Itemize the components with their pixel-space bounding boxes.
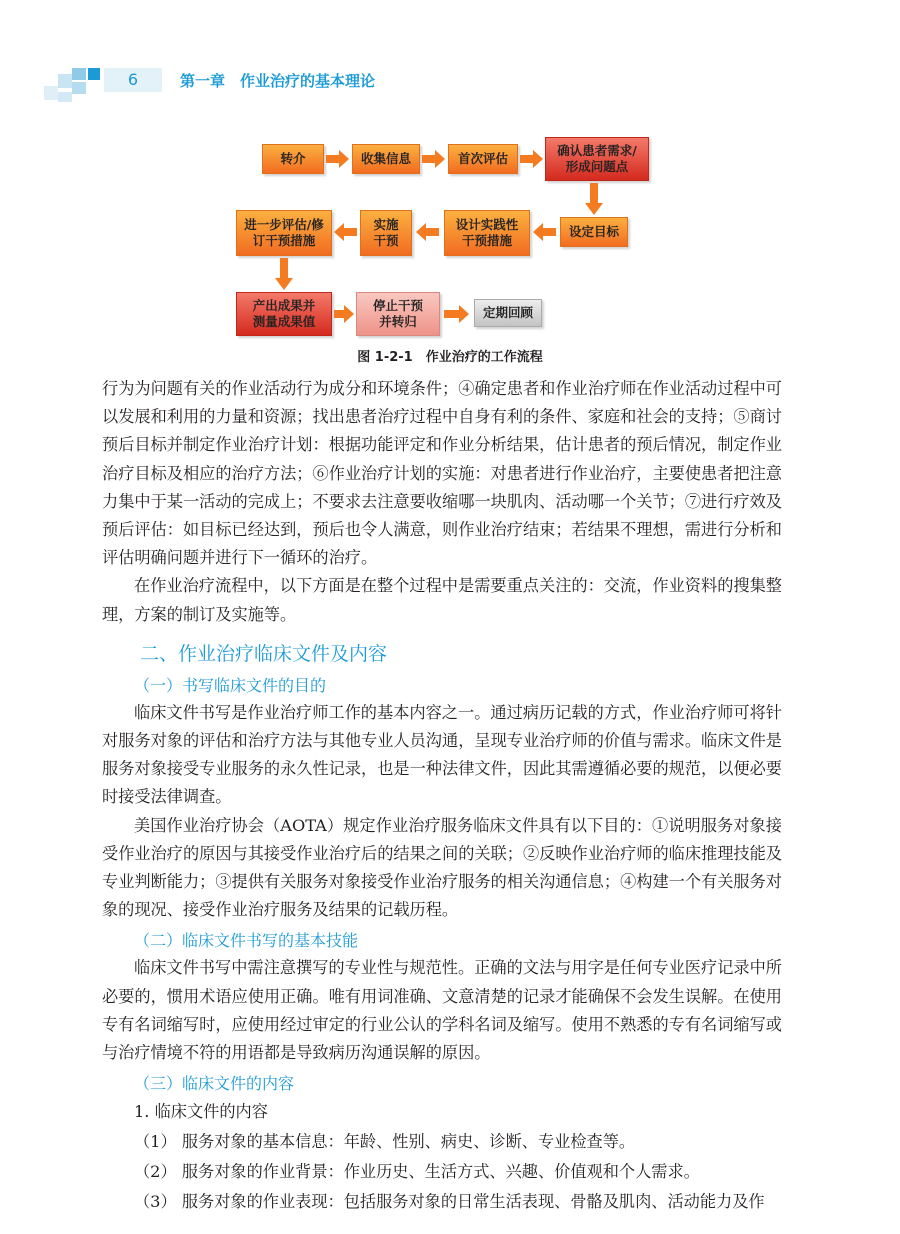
flow-box-further-eval: 进一步评估/修 订干预措施 xyxy=(236,210,332,256)
paragraph-purpose: 临床文件书写是作业治疗师工作的基本内容之一。通过病历记载的方式，作业治疗师可将针对服务对象的评估和治疗方法与其他专业人员沟通，呈现专业治疗师的价值与需求。临床文件是服务对象接受专业服务的永久性记录，也是一种法律文件，因此其需遵循必要的规范，以便必要时接受法律调查。 xyxy=(102,702,782,807)
arrow-right-5 xyxy=(444,305,470,323)
section-heading: 二、作业治疗临床文件及内容 xyxy=(140,642,388,665)
arrow-right-3 xyxy=(520,150,544,168)
flow-box-design-intervention: 设计实践性 干预措施 xyxy=(444,210,530,256)
paragraph-focus-points: 在作业治疗流程中，以下方面是在整个过程中是需要重点关注的：交流，作业资料的搜集整理，方案的制订及实施等。 xyxy=(102,576,782,624)
arrow-right-4 xyxy=(334,305,354,323)
body-text xyxy=(102,375,782,1217)
paragraph-skills: 临床文件书写中需注意撰写的专业性与规范性。正确的文法与用字是任何专业医疗记录中所必要的，惯用术语应使用正确。唯有用词准确、文意清楚的记录才能确保不会发生误解。在使用专有名词缩写时，应使用经过审定的行业公认的学科名词及缩写。使用不熟悉的专有名词缩写或与治疗情境不符的用语都是导致病历沟通误解的原因。 xyxy=(102,958,782,1063)
paragraph-continued: 行为为问题有关的作业活动行为成分和环境条件；④确定患者和作业治疗师在作业活动过程中可以发展和利用的力量和资源；找出患者治疗过程中自身有利的条件、家庭和社会的支持；⑤商讨预后目标并制定作业治疗计划：根据功能评定和作业分析结果，估计患者的预后情况，制定作业治疗目标及相应的治疗方法；⑥作业治疗计划的实施：对患者进行作业治疗，主要使患者把注意力集中于某一活动的完成上；不要求去注意要收缩哪一块肌肉、活动哪一个关节；⑦进行疗效及预后评估：如目标已经达到，预后也令人满意，则作业治疗结束；若结果不理想，需进行分析和评估明确问题并进行下一循环的治疗。 xyxy=(102,379,782,568)
chapter-title: 第一章 作业治疗的基本理论 xyxy=(180,72,376,90)
paragraph-aota: 美国作业治疗协会（AOTA）规定作业治疗服务临床文件具有以下目的：①说明服务对象接受作业治疗的原因与其接受作业治疗后的结果之间的关联；②反映作业治疗师的临床推理技能及专业判断能力；③提供有关服务对象接受作业治疗服务的相关沟通信息；④构建一个有关服务对象的现况、接受作业治疗服务及结果的记载历程。 xyxy=(102,815,782,920)
subsection-heading-3: （三）临床文件的内容 xyxy=(134,1074,295,1094)
flow-box-referral: 转介 xyxy=(262,144,324,174)
arrow-left-3 xyxy=(334,223,358,241)
figure-caption: 图 1-2-1 作业治疗的工作流程 xyxy=(357,350,543,365)
arrow-left-1 xyxy=(533,223,557,241)
flow-box-confirm-needs: 确认患者需求/ 形成问题点 xyxy=(545,137,649,181)
flow-box-periodic-review: 定期回顾 xyxy=(474,299,542,327)
flow-box-set-goals: 设定目标 xyxy=(560,217,628,247)
flow-box-collect-info: 收集信息 xyxy=(352,144,420,174)
flow-box-initial-eval: 首次评估 xyxy=(448,144,518,174)
arrow-down-2 xyxy=(275,258,293,290)
list-title: 1. 临床文件的内容 xyxy=(134,1102,268,1122)
subsection-heading-2: （二）临床文件书写的基本技能 xyxy=(134,931,359,951)
flow-box-outcomes: 产出成果并 测量成果值 xyxy=(236,292,332,336)
arrow-left-2 xyxy=(416,223,440,241)
flow-box-implement: 实施 干预 xyxy=(360,210,412,256)
arrow-right-2 xyxy=(422,150,446,168)
arrow-down-1 xyxy=(585,183,603,215)
page-number: 6 xyxy=(104,68,162,92)
list-item: （1） 服务对象的基本信息：年龄、性别、病史、诊断、专业检查等。 xyxy=(134,1132,636,1152)
list-item: （2） 服务对象的作业背景：作业历史、生活方式、兴趣、价值观和个人需求。 xyxy=(134,1162,700,1182)
subsection-heading-1: （一）书写临床文件的目的 xyxy=(134,675,327,695)
arrow-right-1 xyxy=(326,150,350,168)
list-item: （3） 服务对象的作业表现：包括服务对象的日常生活表现、骨骼及肌肉、活动能力及作 xyxy=(134,1192,765,1212)
flow-box-stop-intervention: 停止干预 并转归 xyxy=(356,292,440,336)
